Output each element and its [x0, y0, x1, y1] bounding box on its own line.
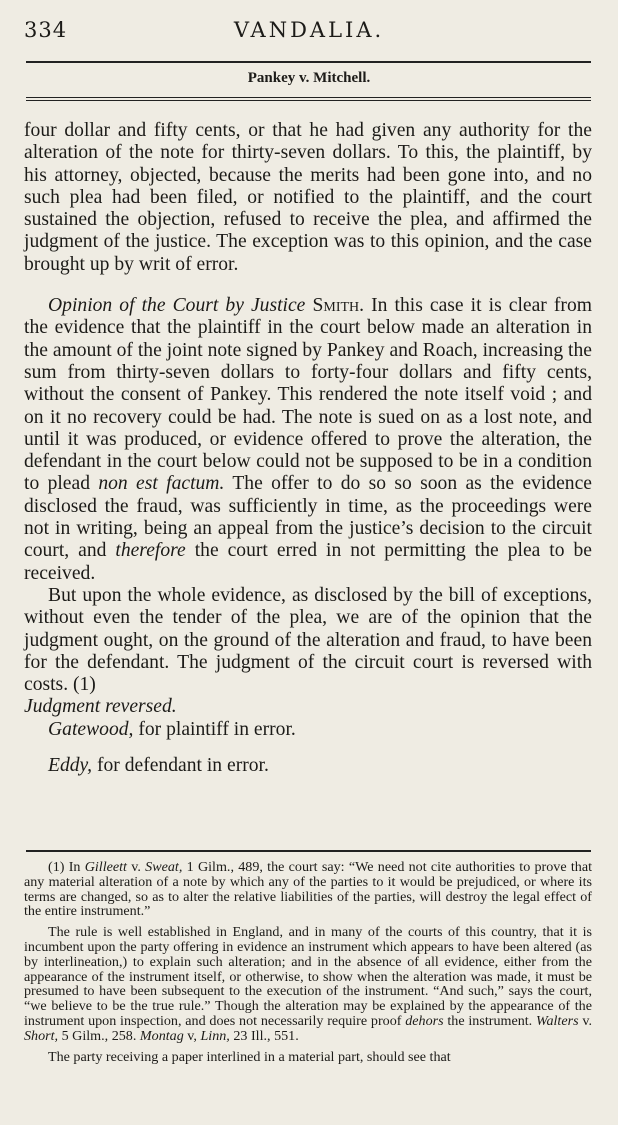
paragraph-holding: But upon the whole evidence, as disclosed by the bill of exceptions, without even the tender of the plea, we are of the opinion that the judgment ought, on the ground of the alteration and fraud, to have been for the defendant. The judgment of the circuit court is reversed with costs. (1)	[24, 584, 592, 696]
fn2-case2-b: Linn,	[200, 1027, 230, 1044]
counsel-plaintiff-role: for plaintiff in error.	[133, 718, 296, 740]
opinion-lead: Opinion of the Court by Justice	[48, 295, 306, 317]
footnote-rule	[26, 850, 591, 852]
counsel-plaintiff-name: Gatewood,	[48, 718, 134, 740]
running-head	[24, 18, 594, 48]
fn2-case1-a: Walters	[536, 1012, 579, 1029]
fn1-case-a: Gilleett	[84, 859, 127, 875]
footnote-3: The party receiving a paper interlined in a material part, should see that	[48, 1048, 451, 1065]
justice-name: Smith.	[312, 295, 365, 317]
header-rule	[26, 61, 591, 63]
opinion-text-a: In this case it is clear from the evidence that the plaintiff in the court below made an alteration in the amount of the joint note signed by Pankey and Roach, increasing the sum from thirty-seven dollars to forty-four dollars and fifty cents, without the consent of Pankey. This rendered the note itself void ; and on it no recovery could be had. The note is sued on as a lost note, and until it was produced, or evidence offered to prove the alteration, the defendant in the court below could not be supposed to be in a condition to plead	[24, 295, 592, 495]
fn2-text-b: the instrument.	[443, 1012, 536, 1029]
fn1-v: v.	[126, 859, 146, 875]
fn2-text-a: The rule is well established in England, and in many of the courts of this country, that it is incumbent upon the party offering in evidence an instrument which appears to have been altered (as by interlineation,) to explain such alteration; and in the absence of all evidence, either from the appearance of the instrument itself, or otherwise, to show when the alteration was made, it must be presumed to have been subsequent to the execution of the instrument. “And such,” says the court, “we believe to be the true rule.” Though the alteration may be explained by the appearance of the instrument upon inspection, and does not necessarily require proof	[24, 924, 592, 1029]
footnotes	[24, 860, 592, 1064]
fn2-v1: v.	[578, 1012, 593, 1029]
counsel-defendant-role: for defendant in error.	[92, 755, 269, 777]
fn2-v2: v,	[183, 1027, 201, 1044]
counsel-defendant	[24, 755, 592, 777]
fn1-text-a: (1) In	[48, 859, 85, 875]
running-title: VANDALIA.	[233, 18, 385, 42]
fn2-text-c: 5 Gilm., 258.	[58, 1027, 140, 1044]
fn2-dehors: dehors	[405, 1012, 444, 1029]
counsel-defendant-name: Eddy,	[48, 755, 93, 777]
judgment-line: Judgment reversed.	[24, 696, 177, 718]
case-title: Pankey v. Mitchell.	[247, 70, 371, 86]
fn1-case-b: Sweat,	[145, 859, 183, 875]
fn1-text-b: 1 Gilm., 489, the court say: “We need not cite authorities to prove that any material alteration of a note by which any of the parties to it would be prejudiced, or where its terms are changed, so as to alter the relative liabilities of the parties, will destroy the legal effect of the entire instrument.”	[24, 859, 592, 920]
paragraph-opinion	[24, 295, 592, 585]
opinion-text-c: the court erred in not permitting the plea to be received.	[24, 540, 592, 584]
main-text	[24, 120, 592, 777]
fn2-text-d: 23 Ill., 551.	[229, 1027, 299, 1044]
non-est-factum: non est factum.	[98, 473, 225, 495]
page-number: 334	[24, 18, 68, 42]
footnote-1	[24, 860, 592, 919]
footnote-2	[24, 925, 592, 1043]
fn2-case1-b: Short,	[24, 1027, 59, 1044]
opinion-text-b: The offer to do so so soon as the evidence disclosed the fraud, was sufficiently in time, as the proceedings were not in writing, being an appeal from the justice’s decision to the circuit court, and	[24, 473, 592, 562]
counsel-plaintiff	[24, 719, 592, 741]
therefore-emphasis: therefore	[115, 540, 186, 562]
paragraph-continuation: four dollar and fifty cents, or that he had given any authority for the alteration of the note for thirty-seven dollars. To this, the plaintiff, by his attorney, objected, because the merits had been gone into, and no such plea had been filed, or notified to the plaintiff, and the court sustained the objection, refused to receive the plea, and affirmed the judgment of the justice. The exception was to this opinion, and the case brought up by writ of error.	[24, 120, 592, 275]
case-title-rule	[26, 97, 591, 101]
fn2-case2-a: Montag	[139, 1027, 184, 1044]
